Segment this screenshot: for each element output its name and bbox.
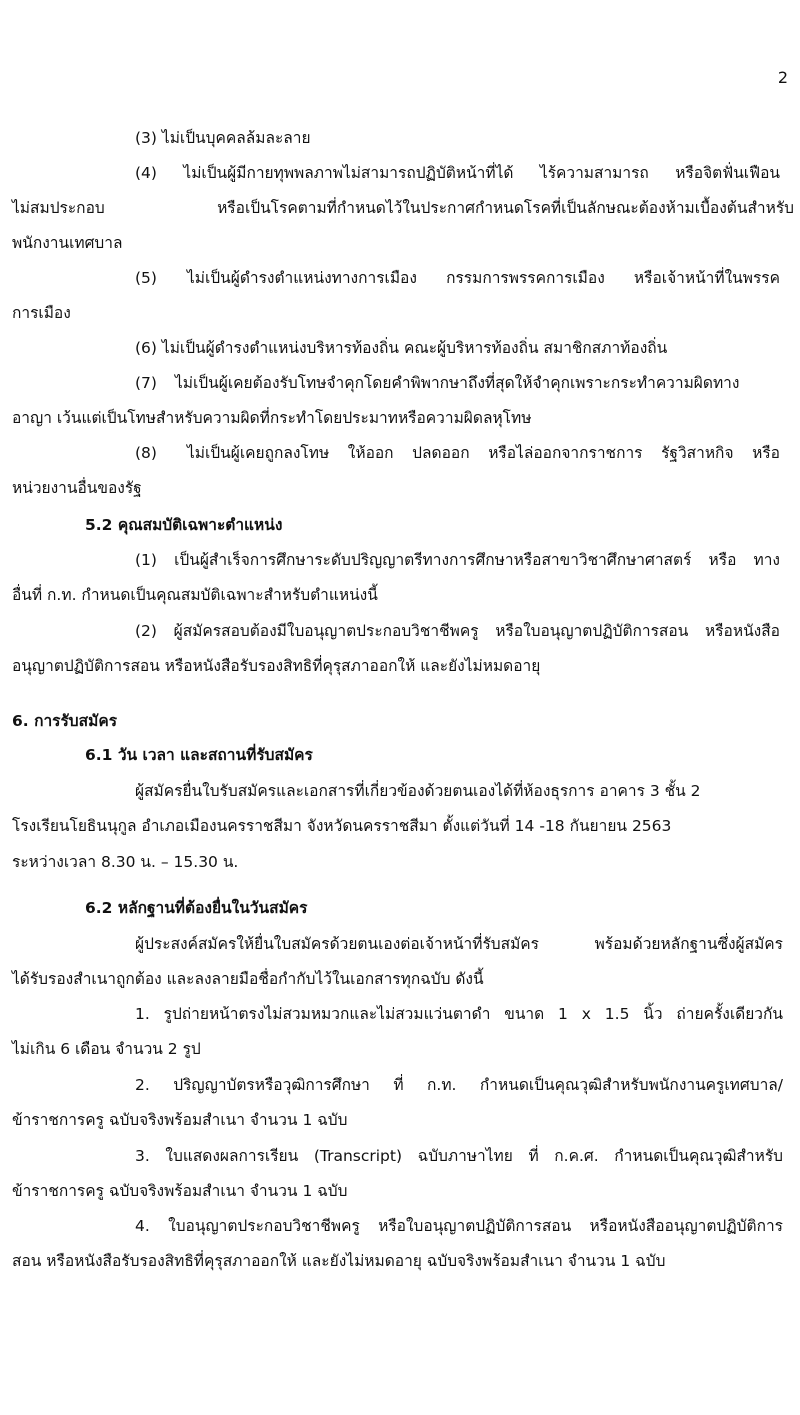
document-3-line-1: 3. ใบแสดงผลการเรียน (Transcript) ฉบับภาษาไทย ที่ ก.ค.ศ. กำหนดเป็นคุณวุฒิสำหรับ [135, 1147, 783, 1165]
section-6-1-line-2: โรงเรียนโยธินนุกูล อำเภอเมืองนครราชสีมา จังหวัดนครราชสีมา ตั้งแต่วันที่ 14 -18 กันยายน 2563 [12, 817, 672, 835]
item-label: (5) [135, 269, 157, 287]
item-7-line-1 [135, 372, 780, 394]
item-label: (7) [135, 374, 157, 392]
document-2-line-2: ข้าราชการครู ฉบับจริงพร้อมสำเนา จำนวน 1 ฉบับ [12, 1111, 348, 1129]
document-4-line-2: สอน หรือหนังสือรับรองสิทธิที่คุรุสภาออกให้ และยังไม่หมดอายุ ฉบับจริงพร้อมสำเนา จำนวน 1 ฉบับ [12, 1252, 666, 1270]
item-text: ไม่เป็นผู้เคยต้องรับโทษจำคุกโดยคำพิพากษาถึงที่สุดให้จำคุกเพราะกระทำความผิดทาง [175, 374, 740, 392]
item-8-line-2: หน่วยงานอื่นของรัฐ [12, 479, 142, 497]
item-5-line-1 [135, 267, 780, 289]
section-6-1-heading: 6.1 วัน เวลา และสถานที่รับสมัคร [85, 746, 313, 764]
item-label: (3) [135, 129, 157, 147]
section-6-1-line-1: ผู้สมัครยื่นใบรับสมัครและเอกสารที่เกี่ยวข้องด้วยตนเองได้ที่ห้องธุรการ อาคาร 3 ชั้น 2 [135, 782, 701, 800]
qualification-1-line-2: อื่นที่ ก.ท. กำหนดเป็นคุณสมบัติเฉพาะสำหรับตำแหน่งนี้ [12, 586, 378, 604]
item-4-line-1 [135, 162, 780, 184]
item-4-line-2: ไม่สมประกอบ หรือเป็นโรคตามที่กำหนดไว้ในประกาศกำหนดโรคที่เป็นลักษณะต้องห้ามเบื้องต้นสำหรับ [12, 199, 794, 217]
item-5-line-2: การเมือง [12, 304, 71, 322]
item-6 [135, 337, 667, 359]
item-label: (6) [135, 339, 157, 357]
document-1-line-2: ไม่เกิน 6 เดือน จำนวน 2 รูป [12, 1040, 201, 1058]
section-6-heading: 6. การรับสมัคร [12, 712, 118, 730]
qualification-1-line-1: (1) เป็นผู้สำเร็จการศึกษาระดับปริญญาตรีทางการศึกษาหรือสาขาวิชาศึกษาศาสตร์ หรือ ทาง [135, 551, 780, 569]
qualification-2-line-1: (2) ผู้สมัครสอบต้องมีใบอนุญาตประกอบวิชาชีพครู หรือใบอนุญาตปฏิบัติการสอน หรือหนังสือ [135, 622, 780, 640]
section-6-2-heading: 6.2 หลักฐานที่ต้องยื่นในวันสมัคร [85, 899, 308, 917]
item-8-line-1 [135, 442, 780, 464]
item-label: (8) [135, 444, 157, 462]
item-text: ไม่เป็นผู้ดำรงตำแหน่งทางการเมือง กรรมการพรรคการเมือง หรือเจ้าหน้าที่ในพรรค [187, 269, 780, 287]
item-4-line-3: พนักงานเทศบาล [12, 234, 123, 252]
item-text: ไม่เป็นผู้ดำรงตำแหน่งบริหารท้องถิ่น คณะผู้บริหารท้องถิ่น สมาชิกสภาท้องถิ่น [161, 339, 668, 357]
item-7-line-2: อาญา เว้นแต่เป็นโทษสำหรับความผิดที่กระทำโดยประมาทหรือความผิดลหุโทษ [12, 409, 532, 427]
document-1-line-1: 1. รูปถ่ายหน้าตรงไม่สวมหมวกและไม่สวมแว่นตาดำ ขนาด 1 x 1.5 นิ้ว ถ่ายครั้งเดียวกัน [135, 1005, 783, 1023]
item-label: (4) [135, 164, 157, 182]
section-5-2-heading: 5.2 คุณสมบัติเฉพาะตำแหน่ง [85, 516, 283, 534]
item-3 [135, 127, 311, 149]
item-text: ไม่เป็นผู้มีกายทุพพลภาพไม่สามารถปฏิบัติหน้าที่ได้ ไร้ความสามารถ หรือจิตฟั่นเฟือน [183, 164, 780, 182]
item-text: ไม่เป็นผู้เคยถูกลงโทษ ให้ออก ปลดออก หรือไล่ออกจากราชการ รัฐวิสาหกิจ หรือ [187, 444, 780, 462]
document-4-line-1: 4. ใบอนุญาตประกอบวิชาชีพครู หรือใบอนุญาตปฏิบัติการสอน หรือหนังสืออนุญาตปฏิบัติการ [135, 1217, 783, 1235]
section-6-2-line-2: ได้รับรองสำเนาถูกต้อง และลงลายมือชื่อกำกับไว้ในเอกสารทุกฉบับ ดังนี้ [12, 970, 484, 988]
section-6-2-line-1: ผู้ประสงค์สมัครให้ยื่นใบสมัครด้วยตนเองต่อเจ้าหน้าที่รับสมัคร พร้อมด้วยหลักฐานซึ่งผู้สมัคร [135, 935, 783, 953]
page-number: 2 [777, 68, 788, 87]
document-2-line-1: 2. ปริญญาบัตรหรือวุฒิการศึกษา ที่ ก.ท. กำหนดเป็นคุณวุฒิสำหรับพนักงานครูเทศบาล/ [135, 1076, 783, 1094]
qualification-2-line-2: อนุญาตปฏิบัติการสอน หรือหนังสือรับรองสิทธิที่คุรุสภาออกให้ และยังไม่หมดอายุ [12, 657, 541, 675]
item-text: ไม่เป็นบุคคลล้มละลาย [161, 129, 311, 147]
document-3-line-2: ข้าราชการครู ฉบับจริงพร้อมสำเนา จำนวน 1 ฉบับ [12, 1182, 348, 1200]
section-6-1-line-3: ระหว่างเวลา 8.30 น. – 15.30 น. [12, 853, 239, 871]
